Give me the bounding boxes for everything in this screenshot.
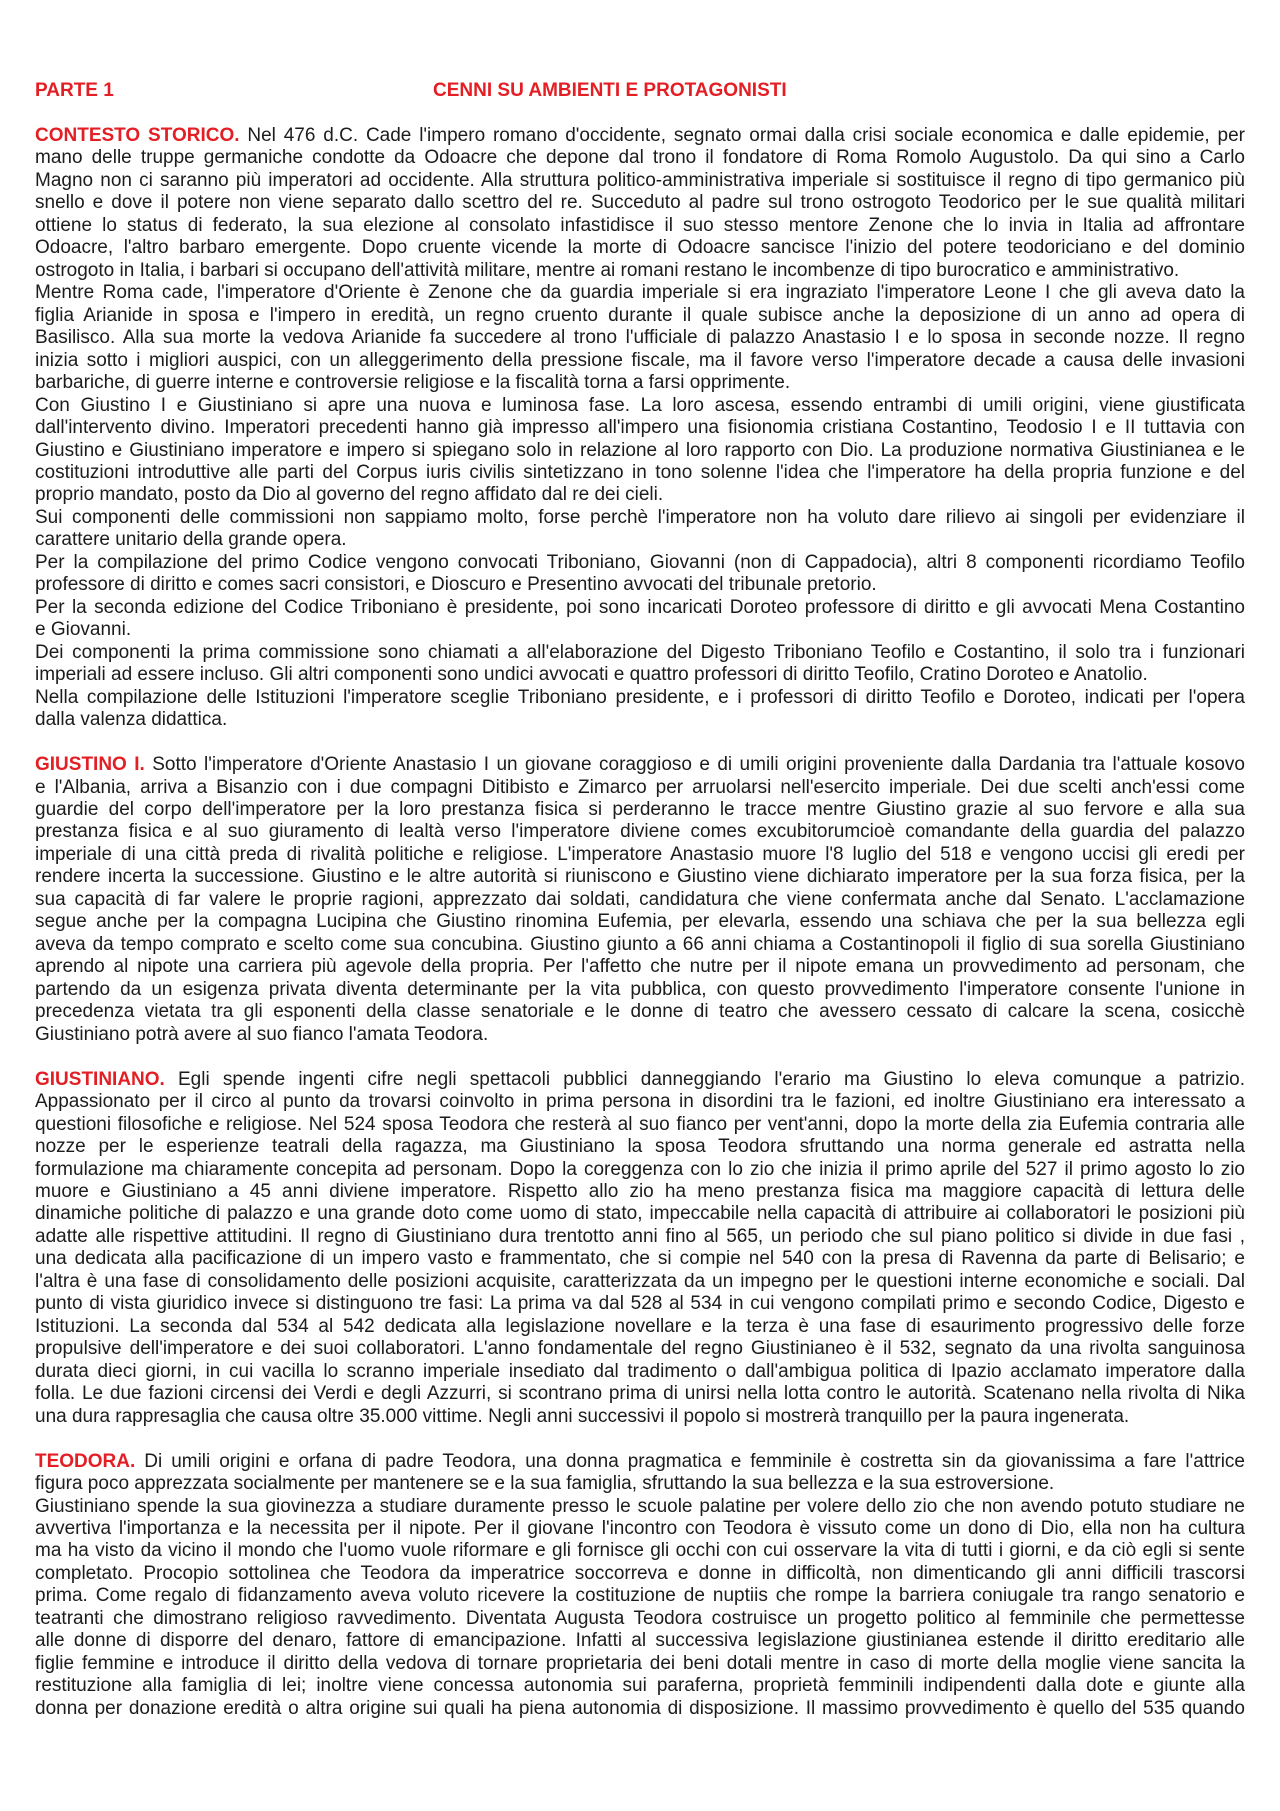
text-line: una dedicata alla pacificazione di un impero vasto e frammentato, che si compie nel 540 con la presa di Ravenna da parte di Belisario; e	[35, 1248, 1245, 1270]
text-line: Basilisco. Alla sua morte la vedova Arianide fa succedere al trono l'ufficiale di palazzo Anastasio I e lo sposa in seconde nozze. Il regno	[35, 327, 1245, 349]
text-line: rendere incerta la successione. Giustino e le altre autorità si riuniscono e Giustino viene dichiarato imperatore per la sua forza fisica, per la	[35, 866, 1245, 888]
text-line: folla. Le due fazioni circensi dei Verdi e degli Azzurri, si scontrano prima di unirsi nella lotta contro le autorità. Scatenano nella rivolta di Nika	[35, 1383, 1245, 1405]
text-line: donna per donazione eredità o altra origine sui quali ha piena autonomia di disposizione. Il massimo provvedimento è quello del 535 quando	[35, 1697, 1245, 1719]
text-line: Giustiniano spende la sua giovinezza a studiare duramente presso le scuole palatine per volere dello zio che non avendo potuto studiare ne	[35, 1495, 1245, 1517]
text-line: nozze per le esperienze teatrali della ragazza, ma Giustiniano la sposa Teodora sfruttando una norma generale ed astratta nella	[35, 1136, 1245, 1158]
text-line: restituzione alla famiglia di lei; inoltre viene concessa autonomia sui paraferna, proprietà femminili indipendenti dalla dote e giunte alla	[35, 1675, 1245, 1697]
text-line: dalla valenza didattica.	[35, 709, 228, 731]
paragraph	[35, 642, 1245, 687]
text-line: durata dieci giorni, in cui vacilla lo scranno imperiale insediato dal tradimento o dall'ambigua politica di Ipazio acclamato imperatore dalla	[35, 1360, 1245, 1382]
text-line	[35, 1451, 1245, 1473]
text-line: Nella compilazione delle Istituzioni l'imperatore sceglie Triboniano presidente, e i professori di diritto Teofilo e Doroteo, indicati per l'opera	[35, 686, 1245, 708]
paragraph	[35, 395, 1245, 507]
text-line: propulsive dell'imperatore e dei suoi collaboratori. L'anno fondamentale del regno Giustinianeo è il 532, segnato da una rivolta sanguinosa	[35, 1338, 1245, 1360]
text-line: figlia Arianide in sposa e l'impero in eredità, un regno cruento durante il quale subisce anche la deposizione di un anno ad opera di	[35, 304, 1245, 326]
text-line	[35, 754, 1245, 776]
text-line: alle donne di disporre del denaro, fattore di emancipazione. Infatti al successiva legislazione giustinianea estende il diritto ereditario alle	[35, 1630, 1245, 1652]
text-line: Dei componenti la prima commissione sono chiamati a all'elaborazione del Digesto Triboniano Teofilo e Costantino, il solo tra i funzionari	[35, 641, 1245, 663]
text-line: Mentre Roma cade, l'imperatore d'Oriente è Zenone che da guardia imperiale si era ingraziato l'imperatore Leone I che gli aveva dato la	[35, 282, 1245, 304]
text-line: Odoacre, l'altro barbaro emergente. Dopo cruente vicende la morte di Odoacre sancisce l'inizio del potere teodoriciano e del dominio	[35, 237, 1245, 259]
text-line	[35, 125, 1245, 147]
section-heading: GIUSTINO I.	[35, 754, 145, 776]
text-line: prima. Come regalo di fidanzamento aveva voluto ricevere la costituzione de nuptiis che rompe la barriera coniugale tra rango senatorio e	[35, 1585, 1245, 1607]
text-line: Giustino e Giustiniano imperatore e impero si spiegano solo in relazione al loro rapporto con Dio. La produzione normativa Giustinianea e le	[35, 439, 1245, 461]
paragraph	[35, 1496, 1245, 1721]
text-line: figlie femmine e introduce il diritto della vedova di tornare proprietaria dei beni dotali mentre in caso di morte della moglie viene sancita la	[35, 1652, 1245, 1674]
text-line: aveva da tempo comprato e scelto come sua concubina. Giustino giunto a 66 anni chiama a Costantinopoli il figlio di sua sorella Giustiniano	[35, 933, 1245, 955]
text-line: mano delle truppe germaniche condotte da Odoacre che depone dal trono il fondatore di Roma Romolo Augustolo. Da qui sino a Carlo	[35, 147, 1245, 169]
text-line: una dura rappresaglia che causa oltre 35.000 vittime. Negli anni successivi il popolo si mostrerà tranquillo per la paura ingenerata.	[35, 1405, 1130, 1427]
text-line: aprendo al nipote una carriera più agevole della propria. Per l'affetto che nutre per il nipote emana un provvedimento ad personam, che	[35, 956, 1245, 978]
text-line: Magno non ci saranno più imperatori ad occidente. Alla struttura politico-amministrativa imperiale si sostituisce il regno di tipo germanico più	[35, 169, 1245, 191]
text-line: muore e Giustiniano a 45 anni diviene imperatore. Rispetto allo zio ha meno prestanza fisica ma maggiore capacità di lettura delle	[35, 1180, 1245, 1202]
text-line: dall'intervento divino. Imperatori precedenti hanno già impresso all'impero una fisionomia cristiana Costantino, Teodosio I e II tuttavia con	[35, 417, 1245, 439]
paragraph	[35, 687, 1245, 732]
text-line: imperiale di una città preda di rivalità politiche e religiose. L'imperatore Anastasio muore l'8 luglio del 518 e vengono uccisi gli eredi per	[35, 843, 1245, 865]
text-line: imperiali ad essere incluso. Gli altri componenti sono undici avvocati e quattro professori di diritto Teofilo, Cratino Doroteo e Anatolio.	[35, 664, 1148, 686]
text-line: formulazione ma chiaramente concepita ad personam. Dopo la coreggenza con lo zio che inizia il primo aprile del 527 il primo agosto lo zio	[35, 1158, 1245, 1180]
paragraph	[35, 282, 1245, 394]
text-line: Istituzioni. La seconda dal 534 al 542 dedicata alla legislazione novellare e la terza è una fase di esaurimento progressivo delle forze	[35, 1315, 1245, 1337]
line-text: Egli spende ingenti cifre negli spettacoli pubblici danneggiando l'erario ma Giustino lo eleva comunque a patrizio.	[178, 1068, 1245, 1090]
paragraph	[35, 125, 1245, 282]
part-title: CENNI SU AMBIENTI E PROTAGONISTI	[433, 80, 787, 101]
text-line	[35, 1069, 1245, 1091]
line-text: Sotto l'imperatore d'Oriente Anastasio I un giovane coraggioso e di umili origini proveniente dalla Dardania tra l'attuale kosovo	[152, 754, 1245, 776]
text-line: prestanza fisica e al suo giuramento di lealtà verso l'imperatore diviene comes excubitorumcioè comandante della guardia del palazzo	[35, 821, 1245, 843]
section-teodora	[35, 1451, 1245, 1721]
section-heading: TEODORA.	[35, 1450, 136, 1472]
text-line: ma ha visto da vicino il mondo che l'uomo vuole riformare e gli fornisce gli occhi con cui osservare la vita di tutti i giorni, e da ciò egli si sente	[35, 1540, 1245, 1562]
text-line: adatte alle rispettive attitudini. Il regno di Giustiniano dura trentotto anni fino al 565, un periodo che sul piano politico si divide in due fasi ,	[35, 1225, 1245, 1247]
paragraph	[35, 507, 1245, 552]
text-line: proprio mandato, posto da Dio al governo del regno affidato dal re dei cieli.	[35, 484, 664, 506]
paragraph	[35, 552, 1245, 597]
text-line: guardie del corpo dell'imperatore per la loro prestanza fisica si perderanno le tracce mentre Giustino grazie al suo fervore e alla sua	[35, 799, 1245, 820]
text-line: Giustiniano potrà avere al suo fianco l'amata Teodora.	[35, 1023, 489, 1045]
paragraph	[35, 1069, 1245, 1429]
text-line: e l'Albania, arriva a Bisanzio con i due compagni Ditibisto e Zimarco per arruolarsi nell'esercito imperiale. Dei due scelti anch'essi come	[35, 776, 1245, 798]
text-line: sua capacità di far valere le proprie ragioni, apprezzato dai soldati, candidatura che viene confermata anche dal Senato. L'acclamazione	[35, 888, 1245, 910]
text-line: precedenza vietata tra gli esponenti della classe senatoriale e le donne di teatro che avessero cessato di calcare la scena, cosicchè	[35, 1001, 1245, 1023]
line-text: Nel 476 d.C. Cade l'impero romano d'occidente, segnato ormai dalla crisi sociale economica e dalle epidemie, per	[247, 124, 1245, 146]
text-line: l'altra è una fase di consolidamento delle posizioni acquisite, caratterizzata da un impegno per le questioni interne economiche e sociali. Dal	[35, 1270, 1245, 1292]
paragraph	[35, 754, 1245, 1046]
page-header	[35, 80, 1245, 102]
text-line: Sui componenti delle commissioni non sappiamo molto, forse perchè l'imperatore non ha voluto dare rilievo ai singoli per evidenziare il	[35, 506, 1245, 528]
text-line: avvertiva l'importanza e la necessita per il nipote. Per il giovane l'incontro con Teodora è vissuto come un dono di Dio, ella non ha cultura	[35, 1518, 1245, 1539]
text-line: dinamiche politiche di palazzo e una grande doto come uomo di stato, impeccabile nella capacità di attribuire ai collaboratori le posizioni più	[35, 1203, 1245, 1225]
text-line: Per la seconda edizione del Codice Triboniano è presidente, poi sono incaricati Doroteo professore di diritto e gli avvocati Mena Costantino	[35, 596, 1245, 618]
part-label: PARTE 1	[35, 80, 114, 101]
section-contesto-storico	[35, 125, 1245, 732]
text-line: questioni filosofiche e religiose. Nel 524 sposa Teodora che resterà al suo fianco per vent'anni, dopo la morte della zia Eufemia contraria alle	[35, 1113, 1245, 1135]
section-heading: CONTESTO STORICO.	[35, 124, 240, 146]
text-line: completato. Procopio sottolinea che Teodora da imperatrice soccorreva e donne in difficoltà, non dimenticando gli anni difficili trascorsi	[35, 1562, 1245, 1584]
paragraph	[35, 597, 1245, 642]
text-line: punto di vista giuridico invece si distinguono tre fasi: La prima va dal 528 al 534 in cui vengono compilati primo e secondo Codice, Digesto e	[35, 1293, 1245, 1315]
section-giustiniano	[35, 1069, 1245, 1429]
paragraph	[35, 1451, 1245, 1496]
text-line: e Giovanni.	[35, 619, 132, 641]
text-line: carattere unitario della grande opera.	[35, 529, 347, 551]
text-line: figura poco apprezzata socialmente per mantenere se e la sua famiglia, sfruttando la sua bellezza e la sua estroversione.	[35, 1473, 1055, 1495]
text-line: snello e dove il potere non viene separato dallo scettro del re. Succeduto al padre sul trono ostrogoto Teodorico per le sue qualità militari	[35, 192, 1245, 214]
text-line: Per la compilazione del primo Codice vengono convocati Triboniano, Giovanni (non di Cappadocia), altri 8 componenti ricordiamo Teofilo	[35, 551, 1245, 573]
text-line: barbariche, di guerre interne e controversie religiose e la fiscalità torna a farsi opprimente.	[35, 372, 791, 394]
text-line: partendo da un esigenza privata diventa determinante per la vita pubblica, con questo provvedimento l'imperatore consente l'unione in	[35, 978, 1245, 1000]
text-line: ostrogoto in Italia, i barbari si occupano dell'attività militare, mentre ai romani restano le incombenze di tipo burocratico e amministrativo.	[35, 259, 1180, 281]
text-line: Con Giustino I e Giustiniano si apre una nuova e luminosa fase. La loro ascesa, essendo entrambi di umili origini, viene giustificata	[35, 394, 1245, 416]
text-line: teatranti che dimostrano religioso ravvedimento. Diventata Augusta Teodora costruisce un progetto politico al femminile che permettesse	[35, 1607, 1245, 1629]
text-line: costituzioni introduttive alle parti del Corpus iuris civilis sintetizzano in tono solenne l'idea che l'imperatore ha della propria funzione e del	[35, 461, 1245, 483]
section-giustino-i	[35, 754, 1245, 1046]
text-line: professore di diritto e comes sacri consistori, e Dioscuro e Presentino avvocati del tribunale pretorio.	[35, 574, 877, 596]
text-line: inizia sotto i migliori auspici, con un alleggerimento della pressione fiscale, ma il favore verso l'imperatore decade a causa delle invasioni	[35, 349, 1245, 371]
text-line: ottiene lo status di federato, la sua elezione al consolato infastidisce il suo stesso mentore Zenone che lo invia in Italia ad affrontare	[35, 214, 1245, 236]
text-line: segue anche per la compagna Lucipina che Giustino rinomina Eufemia, per elevarla, essendo una schiava che per la sua bellezza egli	[35, 911, 1245, 933]
line-text: Di umili origini e orfana di padre Teodora, una donna pragmatica e femminile è costretta sin da giovanissima a fare l'attrice	[144, 1450, 1245, 1472]
section-heading: GIUSTINIANO.	[35, 1068, 165, 1090]
text-line: Appassionato per il circo al punto da trovarsi coinvolto in prima persona in disordini tra le fazioni, ed inoltre Giustiniano era interessato a	[35, 1091, 1245, 1113]
